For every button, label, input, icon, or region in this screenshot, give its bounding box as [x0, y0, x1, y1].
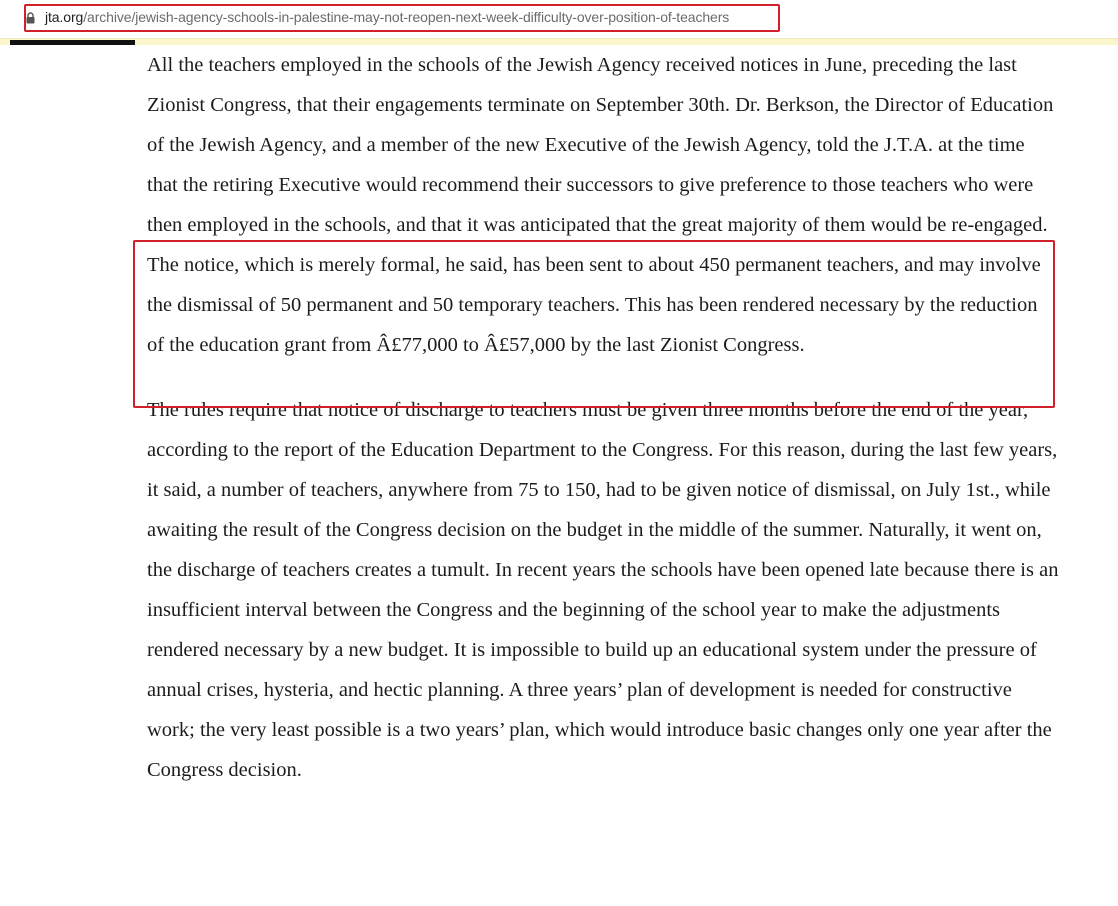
paragraph-1: All the teachers employed in the schools of the Jewish Agency received notices in June, preceding the last Zionist Congress, that their engagements terminate on September 30th. Dr. Berkson, the Director of Education of the Jewish Agency, and a member of the new Executive of the Jewish Agency, told the J.T.A. at the time that the retiring Executive would recommend their successors to give preference to those teachers who were then employed in the schools, and that it was anticipated that the great majority of them would be re-engaged. The notice, which is merely formal, he said, has been sent to about 450 permanent teachers, and may involve the dismissal of 50 permanent and 50 temporary teachers. This has been rendered necessary by the reduction of the education grant from Â£77,000 to Â£57,000 by the last Zionist Congress. — [147, 54, 1054, 356]
url-path: /archive/jewish-agency-schools-in-palestine-may-not-reopen-next-week-difficulty-over-position-of-teachers — [83, 9, 730, 25]
url-highlight-box — [24, 4, 780, 32]
text-highlight-box — [133, 240, 1055, 408]
paragraph-2: The rules require that notice of discharge to teachers must be given three months before the end of the year, according to the report of the Education Department to the Congress. For this reason, during the last few years, it said, a number of teachers, anywhere from 75 to 150, had to be given notice of dismissal, on July 1st., while awaiting the result of the Congress decision on the budget in the middle of the summer. Naturally, it went on, the discharge of teachers creates a tumult. In recent years the schools have been opened late because there is an insufficient interval between the Congress and the beginning of the school year to make the adjustments rendered necessary by a new budget. It is impossible to build up an educational system under the pressure of annual crises, hysteria, and hectic planning. A three years’ plan of development is needed for constructive work; the very least possible is a two years’ plan, which would introduce basic changes only one year after the Congress decision. — [147, 399, 1059, 781]
url-domain: jta.org — [45, 9, 84, 25]
top-banner-stripe — [0, 38, 1118, 45]
article-body — [147, 45, 1059, 790]
address-bar[interactable] — [0, 0, 1118, 38]
progress-indicator — [10, 40, 135, 45]
